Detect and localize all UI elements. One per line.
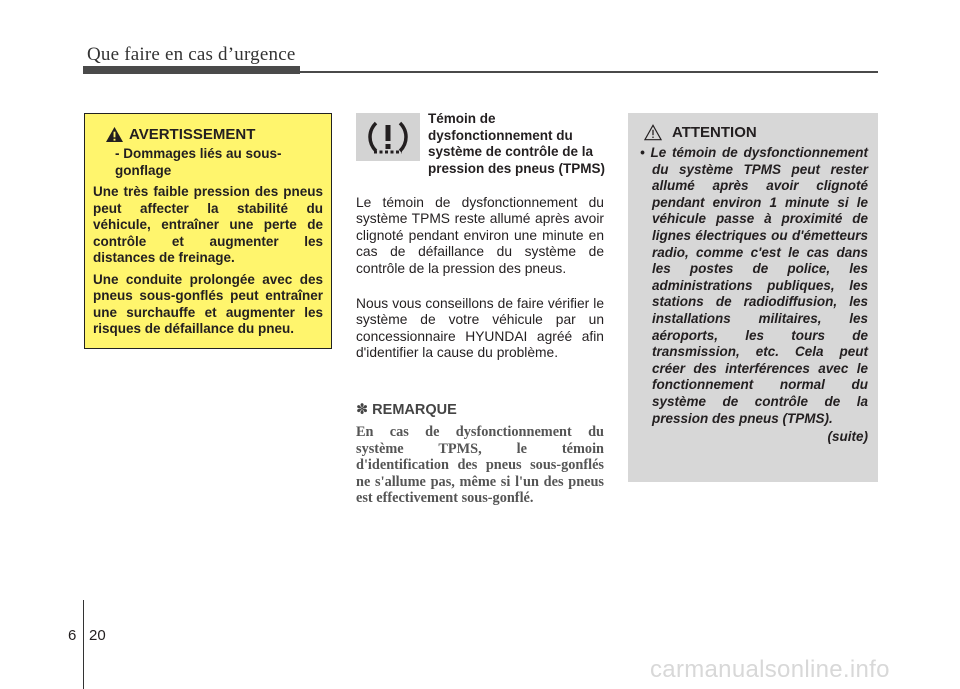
attention-title: ATTENTION bbox=[672, 123, 757, 141]
tpms-paragraph: Nous vous conseillons de faire vérifier le système de votre véhicule par un concessionnaire HYUNDAI agréé afin d'identifier la cause du problème. bbox=[356, 296, 604, 361]
header-rule bbox=[83, 66, 300, 74]
remark-body: En cas de dysfonctionnement du système TPMS, le témoin d'identification des pneus sous-gonflés ne s'allume pas, même si l'un des pneus est effectivement sous-gonflé. bbox=[356, 424, 604, 507]
warning-paragraph: Une conduite prolongée avec des pneus sous-gonflés peut entraîner une surchauffe et augmenter les risques de défaillance du pneu. bbox=[93, 271, 323, 336]
warning-title: AVERTISSEMENT bbox=[129, 125, 256, 143]
section-number: 6 bbox=[68, 627, 77, 644]
warning-paragraph: Une très faible pression des pneus peut affecter la stabilité du véhicule, entraîner une perte de contrôle et augmenter les distances de freinage. bbox=[93, 184, 323, 265]
watermark: carmanualsonline.info bbox=[650, 656, 890, 683]
remark-title: ✽ REMARQUE bbox=[356, 402, 457, 418]
attention-body: • Le témoin de dysfonctionnement du système TPMS peut rester allumé après avoir clignoté pendant environ 1 minute si le véhicule passe à proximité de lignes électriques ou d'émetteurs radio, comme c'est le cas dans les postes de police, les administrations publiques, les stations de radiodiffusion, les installations militaires, les aéroports, les tours de transmission, etc. Cela peut créer des interférences avec le fonctionnement normal du système de contrôle de la pression des pneus (TPMS). bbox=[640, 145, 868, 426]
caution-triangle-icon bbox=[644, 124, 662, 141]
header-title: Que faire en cas d’urgence bbox=[87, 44, 296, 65]
footer-divider bbox=[83, 600, 84, 689]
warning-triangle-icon bbox=[105, 126, 124, 143]
warning-header bbox=[105, 123, 323, 145]
tpms-paragraph: Le témoin de dysfonctionnement du système TPMS reste allumé après avoir clignoté pendant environ une minute en cas de défaillance du système de contrôle de la pression des pneus. bbox=[356, 195, 604, 276]
page-number: 20 bbox=[89, 627, 106, 644]
continued-label: (suite) bbox=[827, 429, 868, 445]
attention-header bbox=[644, 122, 868, 142]
tpms-warning-icon bbox=[356, 113, 420, 161]
warning-subtitle: - Dommages liés au sous-gonflage bbox=[115, 146, 282, 178]
header-rule-thin bbox=[300, 71, 878, 73]
attention-box bbox=[628, 113, 878, 482]
tpms-title: Témoin de dysfonctionnement du système de contrôle de la pression des pneus (TPMS) bbox=[428, 111, 606, 176]
warning-box bbox=[84, 113, 332, 349]
